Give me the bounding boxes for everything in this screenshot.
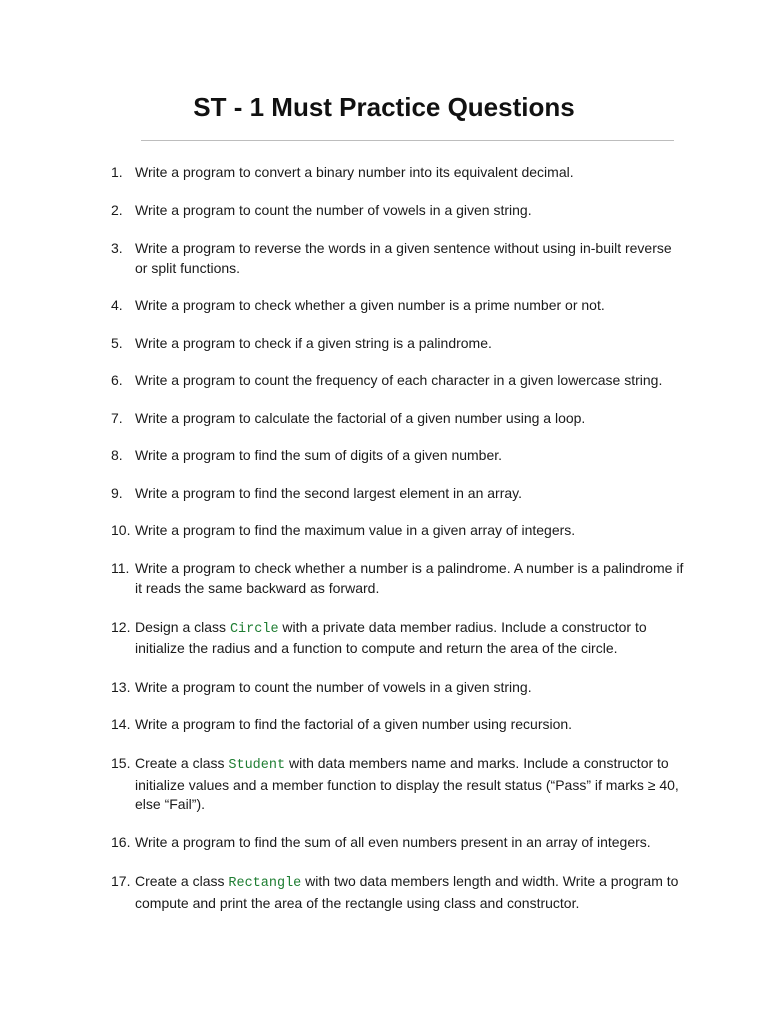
question-text <box>135 833 686 853</box>
question-text-segment: with data members name and marks. Include a constructor to initialize values and a member function to display the result status (“Pass” if marks ≥ 40, else “Fail”). <box>135 755 679 812</box>
question-text-segment: Write a program to count the number of vowels in a given string. <box>135 679 532 695</box>
question-text <box>135 521 686 541</box>
question-number: 2. <box>111 202 123 218</box>
question-text <box>135 371 686 391</box>
question-text <box>135 484 686 504</box>
question-item <box>111 559 686 598</box>
question-text-segment: Write a program to check whether a given number is a prime number or not. <box>135 296 605 313</box>
question-item <box>111 296 686 316</box>
question-item <box>111 715 686 735</box>
question-text <box>135 678 686 698</box>
question-text-segment: Create a class <box>135 873 229 889</box>
question-number: 10. <box>111 522 131 538</box>
question-text-segment: Write a program to count the number of vowels in a given string. <box>135 202 532 218</box>
question-text-segment: Create a class <box>135 755 229 771</box>
question-text-segment: Write a program to count the frequency of each character in a given lowercase string. <box>135 372 663 388</box>
question-number: 12. <box>111 618 131 635</box>
question-text <box>135 618 686 659</box>
question-text-segment: Write a program to find the factorial of a given number using recursion. <box>135 716 573 732</box>
question-item <box>111 409 686 429</box>
question-item <box>111 754 686 815</box>
question-item <box>111 484 686 504</box>
inline-code: Student <box>228 758 286 773</box>
question-item <box>111 334 686 354</box>
inline-code: Rectangle <box>228 876 302 891</box>
inline-code: Circle <box>229 621 279 637</box>
question-number: 5. <box>111 334 123 351</box>
question-item <box>111 618 686 659</box>
question-item <box>111 872 686 913</box>
question-number: 15. <box>111 755 131 771</box>
question-item <box>111 833 686 853</box>
question-number: 14. <box>111 716 131 732</box>
question-text-segment: Write a program to check if a given string is a palindrome. <box>135 334 492 351</box>
question-number: 6. <box>111 372 123 388</box>
question-item <box>111 163 686 183</box>
question-text-segment: with a private data member radius. Include a constructor to initialize the radius and a function to compute and return the area of the circle. <box>135 618 647 656</box>
page-title: ST - 1 Must Practice Questions <box>193 92 575 122</box>
question-item <box>111 371 686 391</box>
question-text <box>135 334 686 354</box>
question-text-segment: Write a program to find the sum of digits of a given number. <box>135 447 503 463</box>
question-number: 11. <box>111 560 130 576</box>
question-number: 4. <box>111 296 123 313</box>
question-number: 17. <box>111 873 131 889</box>
question-text-segment: Write a program to reverse the words in a given sentence without using in-built reverse or split functions. <box>135 240 672 276</box>
question-text-segment: with two data members length and width. Write a program to compute and print the area of the rectangle using class and constructor. <box>135 873 679 911</box>
question-text <box>135 239 686 278</box>
question-text-segment: Write a program to calculate the factorial of a given number using a loop. <box>135 409 586 426</box>
question-item <box>111 201 686 221</box>
question-item <box>111 521 686 541</box>
question-text <box>135 201 686 221</box>
question-number: 8. <box>111 447 123 463</box>
question-number: 1. <box>111 164 123 180</box>
question-item <box>111 678 686 698</box>
question-text <box>135 163 686 183</box>
question-text-segment: Write a program to find the second largest element in an array. <box>135 484 523 501</box>
question-list <box>111 163 686 913</box>
question-number: 9. <box>111 484 123 501</box>
question-number: 7. <box>111 409 123 426</box>
question-number: 13. <box>111 679 131 695</box>
question-text <box>135 296 686 316</box>
question-number: 3. <box>111 240 123 256</box>
question-text <box>135 715 686 735</box>
question-text-segment: Write a program to find the maximum value in a given array of integers. <box>135 522 576 538</box>
question-text-segment: Write a program to find the sum of all even numbers present in an array of integers. <box>135 834 651 850</box>
question-item <box>111 446 686 466</box>
question-text <box>135 754 686 815</box>
title-divider <box>141 140 674 141</box>
question-text <box>135 409 686 429</box>
question-text <box>135 559 686 598</box>
question-item <box>111 239 686 278</box>
question-number: 16. <box>111 834 131 850</box>
question-text-segment: Design a class <box>135 618 230 635</box>
question-text <box>135 872 686 913</box>
question-text-segment: Write a program to check whether a number is a palindrome. A number is a palindrome if it reads the same backward as forward. <box>135 560 684 596</box>
question-text <box>135 446 686 466</box>
question-text-segment: Write a program to convert a binary number into its equivalent decimal. <box>135 164 574 180</box>
